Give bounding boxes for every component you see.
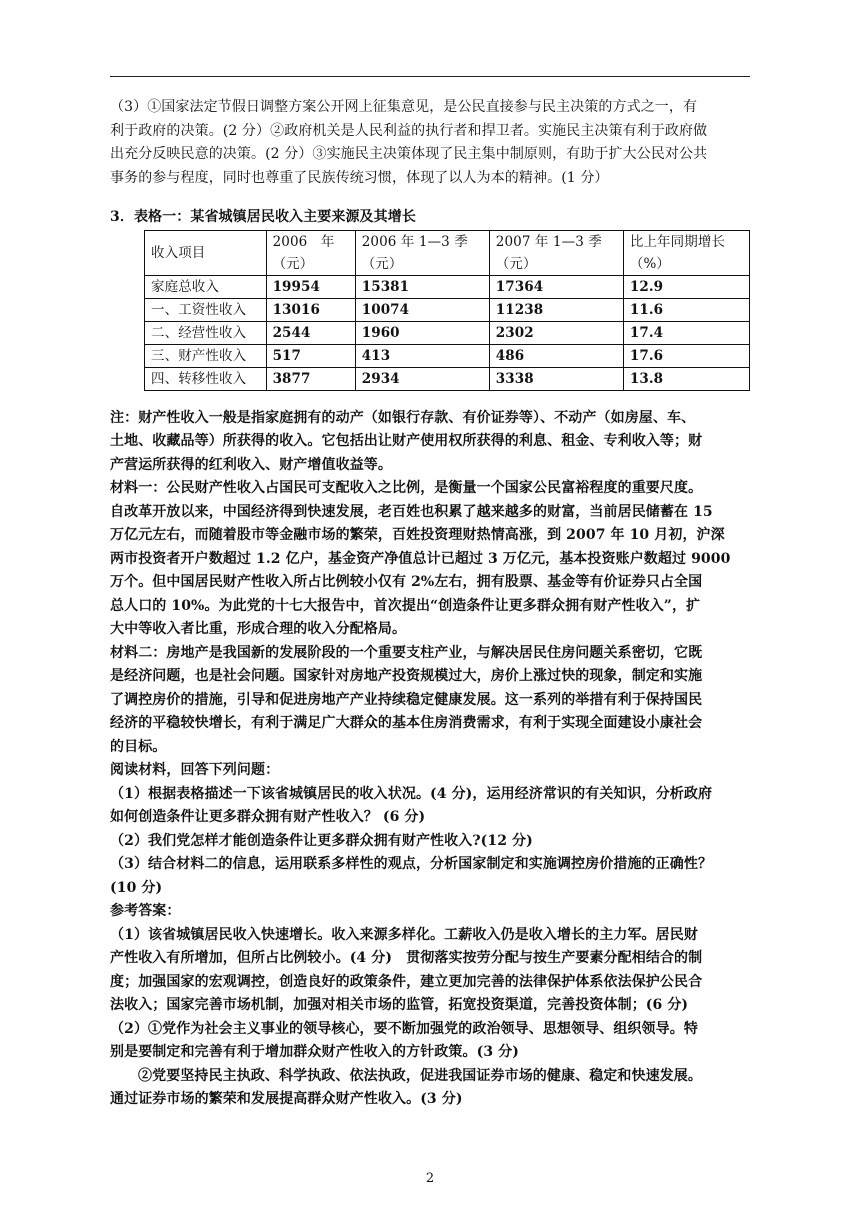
table-cell: 17364 xyxy=(489,275,623,298)
text-line: 两市投资者开户数超过 1.2 亿户，基金资产净值总计已超过 3 万亿元，基本投资账户数超过 9000 xyxy=(110,550,731,567)
text-line: 大中等收入者比重，形成合理的收入分配格局。 xyxy=(110,621,407,637)
text-line: 如何创造条件让更多群众拥有财产性收入？ (6 分) xyxy=(110,809,426,825)
table-cell: 10074 xyxy=(355,298,489,321)
text-line: 参考答案： xyxy=(110,903,181,919)
text-line: 自改革开放以来，中国经济得到快速发展，老百姓也积累了越来越多的财富，当前居民储蓄在 15 xyxy=(110,503,713,520)
questions xyxy=(110,759,750,900)
header-cell: 收入项目 xyxy=(145,230,267,275)
row-label: 四、转移性收入 xyxy=(145,367,267,390)
text-line: （3）①国家法定节假日调整方案公开网上征集意见，是公民直接参与民主决策的方式之一，有 xyxy=(110,99,698,115)
text-line: （2）①党作为社会主义事业的领导核心，要不断加强党的政治领导、思想领导、组织领导。特 xyxy=(110,1020,698,1037)
note-paragraph xyxy=(110,407,750,478)
text-line: （1）根据表格描述一下该省城镇居民的收入状况。(4 分)，运用经济常识的有关知识，分析政府 xyxy=(110,785,713,802)
table-cell: 3877 xyxy=(266,367,355,390)
table-cell: 17.6 xyxy=(623,344,749,367)
spacer xyxy=(110,391,750,407)
text-line: 总人口的 10%。为此党的十七大报告中，首次提出“创造条件让更多群众拥有财产性收入”，扩 xyxy=(110,597,701,614)
text-line: (10 分) xyxy=(110,879,163,896)
table-header-row xyxy=(145,230,750,275)
table-cell: 13.8 xyxy=(623,367,749,390)
text-line: 了调控房价的措施，引导和促进房地产产业持续稳定健康发展。这一系列的举措有利于保持国民 xyxy=(110,691,703,708)
table-cell: 517 xyxy=(266,344,355,367)
row-label: 家庭总收入 xyxy=(145,275,267,298)
text-line: 土地、收藏品等）所获得的收入。它包括出让财产使用权所获得的利息、租金、专利收入等；财 xyxy=(110,433,703,449)
text-line: （2）我们党怎样才能创造条件让更多群众拥有财产性收入?(12 分) xyxy=(110,832,533,849)
table-cell: 1960 xyxy=(355,321,489,344)
header-cell: 比上年同期增长 （%） xyxy=(623,230,749,275)
row-label: 二、经营性收入 xyxy=(145,321,267,344)
page-number: 2 xyxy=(425,1171,435,1186)
text-line: 阅读材料，回答下列问题： xyxy=(110,762,280,778)
header-cell: 2006 年 （元） xyxy=(266,230,355,275)
table-cell: 13016 xyxy=(266,298,355,321)
text-line: 材料一：公民财产性收入占国民可支配收入之比例，是衡量一个国家公民富裕程度的重要尺度。 xyxy=(110,480,703,496)
table-row xyxy=(145,298,750,321)
table-cell: 12.9 xyxy=(623,275,749,298)
text-line: 产性收入有所增加，但所占比例较小。(4 分) 贯彻落实按劳分配与按生产要素分配相结合的制 xyxy=(110,950,703,966)
table-cell: 17.4 xyxy=(623,321,749,344)
text-line: 产营运所获得的红利收入、财产增值收益等。 xyxy=(110,456,392,473)
row-label: 三、财产性收入 xyxy=(145,344,267,367)
row-label: 一、工资性收入 xyxy=(145,298,267,321)
question-title: 3．表格一：某省城镇居民收入主要来源及其增长 xyxy=(110,209,416,225)
page-body xyxy=(110,96,750,1112)
text-line: 利于政府的决策。(2 分）②政府机关是人民利益的执行者和捍卫者。实施民主决策有利于政府做 xyxy=(110,122,708,139)
material-two xyxy=(110,642,750,760)
text-line: 万个。但中国居民财产性收入所占比例较小仅有 2%左右，拥有股票、基金等有价证券只占全国 xyxy=(110,574,703,590)
text-line: 度；加强国家的宏观调控，创造良好的政策条件，建立更加完善的法律保护体系依法保护公民合 xyxy=(110,973,703,990)
text-line: 材料二：房地产是我国新的发展阶段的一个重要支柱产业，与解决居民住房问题关系密切，它既 xyxy=(110,644,703,661)
reference-answers xyxy=(110,900,750,1112)
table-cell: 19954 xyxy=(266,275,355,298)
text-line: 注：财产性收入一般是指家庭拥有的动产（如银行存款、有价证券等）、不动产（如房屋、车、 xyxy=(110,409,696,426)
table-cell: 486 xyxy=(489,344,623,367)
table-row xyxy=(145,367,750,390)
text-line: 出充分反映民意的决策。(2 分）③实施民主决策体现了民主集中制原则，有助于扩大公民对公共 xyxy=(110,146,708,162)
income-table xyxy=(144,230,750,391)
table-cell: 2934 xyxy=(355,367,489,390)
table-row xyxy=(145,344,750,367)
table-row xyxy=(145,321,750,344)
spacer xyxy=(110,190,750,206)
text-line: 经济的平稳较快增长，有利于满足广大群众的基本住房消费需求，有利于实现全面建设小康社会 xyxy=(110,715,703,731)
table-cell: 3338 xyxy=(489,367,623,390)
table-row xyxy=(145,275,750,298)
text-line: （3）结合材料二的信息，运用联系多样性的观点，分析国家制定和实施调控房价措施的正确性？ xyxy=(110,856,713,872)
table-cell: 413 xyxy=(355,344,489,367)
header-cell: 2007 年 1—3 季 （元） xyxy=(489,230,623,275)
table-cell: 2302 xyxy=(489,321,623,344)
table-cell: 11238 xyxy=(489,298,623,321)
table-cell: 11.6 xyxy=(623,298,749,321)
text-line: ②党要坚持民主执政、科学执政、依法执政，促进我国证券市场的健康、稳定和快速发展。 xyxy=(138,1067,702,1084)
text-line: 是经济问题，也是社会问题。国家针对房地产投资规模过大，房价上涨过快的现象，制定和实施 xyxy=(110,668,703,684)
text-line: 别是要制定和完善有利于增加群众财产性收入的方针政策。(3 分) xyxy=(110,1044,519,1060)
text-line: 事务的参与程度，同时也尊重了民族传统习惯，体现了以人为本的精神。(1 分） xyxy=(110,169,609,186)
text-line: （1）该省城镇居民收入快速增长。收入来源多样化。工薪收入仍是收入增长的主力军。居民财 xyxy=(110,926,698,943)
table-cell: 15381 xyxy=(355,275,489,298)
text-line: 万亿元左右，而随着股市等金融市场的繁荣，百姓投资理财热情高涨，到 2007 年 10 月初，沪深 xyxy=(110,527,725,543)
text-line: 的目标。 xyxy=(110,738,167,755)
text-line: 法收入；国家完善市场机制，加强对相关市场的监管，拓宽投资渠道，完善投资体制；(6 分) xyxy=(110,997,689,1013)
table-cell: 2544 xyxy=(266,321,355,344)
header-rule xyxy=(110,76,750,77)
material-one xyxy=(110,477,750,642)
header-cell: 2006 年 1—3 季 （元） xyxy=(355,230,489,275)
text-line: 通过证券市场的繁荣和发展提高群众财产性收入。(3 分) xyxy=(110,1091,463,1107)
prev-answer-section xyxy=(110,96,750,190)
